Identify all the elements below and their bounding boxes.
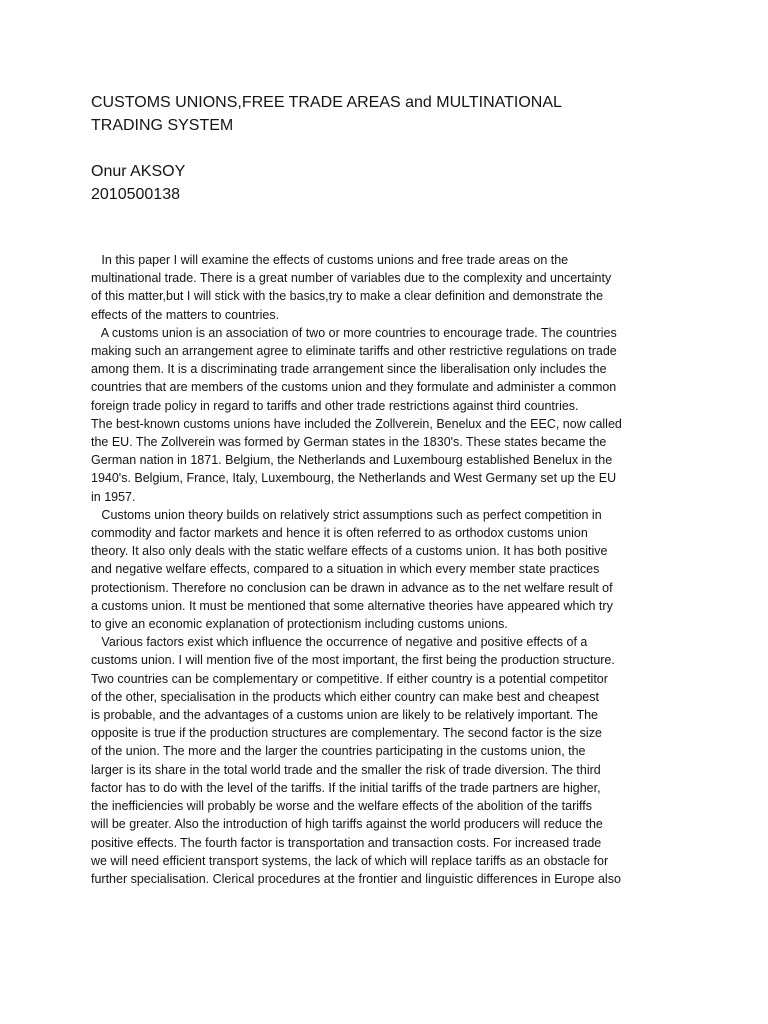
- body-text-line: A customs union is an association of two or more countries to encourage trade. The countries: [91, 325, 617, 340]
- body-text-line: of the other, specialisation in the products which either country can make best and cheapest: [91, 689, 599, 704]
- body-text-line: will be greater. Also the introduction of high tariffs against the world producers will reduce the: [91, 817, 603, 832]
- body-text-line: positive effects. The fourth factor is transportation and transaction costs. For increased trade: [91, 835, 602, 850]
- body-text-line: factor has to do with the level of the tariffs. If the initial tariffs of the trade partners are higher,: [91, 780, 601, 795]
- body-text-line: In this paper I will examine the effects of customs unions and free trade areas on the: [91, 253, 569, 267]
- body-text-line: of the union. The more and the larger the countries participating in the customs union, the: [91, 744, 586, 759]
- body-text-line: multinational trade. There is a great number of variables due to the complexity and uncertainty: [91, 271, 612, 286]
- document-body: [91, 251, 691, 888]
- body-text-line: commodity and factor markets and hence it is often referred to as orthodox customs union: [91, 526, 588, 541]
- body-text-line: protectionism. Therefore no conclusion can be drawn in advance as to the net welfare result of: [91, 580, 613, 595]
- student-number: 2010500138: [91, 186, 180, 203]
- document-title: [91, 91, 691, 137]
- body-text-line: countries that are members of the customs union and they formulate and administer a common: [91, 380, 617, 395]
- body-text-line: theory. It also only deals with the static welfare effects of a customs union. It has both positive: [91, 544, 608, 559]
- body-text-line: the inefficiencies will probably be worse and the welfare effects of the abolition of the tariffs: [91, 799, 592, 814]
- body-text-line: the EU. The Zollverein was formed by German states in the 1830's. These states became the: [91, 435, 607, 450]
- body-text-line: The best-known customs unions have included the Zollverein, Benelux and the EEC, now called: [91, 416, 622, 431]
- body-text-line: of this matter,but I will stick with the basics,try to make a clear definition and demonstrate the: [91, 289, 604, 304]
- body-text-line: foreign trade policy in regard to tariffs and other trade restrictions against third countries.: [91, 398, 579, 413]
- body-text-line: opposite is true if the production structures are complementary. The second factor is the size: [91, 726, 602, 741]
- body-text-line: customs union. I will mention five of the most important, the first being the production structure.: [91, 653, 615, 668]
- body-text-line: to give an economic explanation of protectionism including customs unions.: [91, 617, 508, 632]
- body-text-line: among them. It is a discriminating trade arrangement since the liberalisation only includes the: [91, 362, 607, 377]
- body-text-line: Customs union theory builds on relatively strict assumptions such as perfect competition in: [91, 507, 602, 522]
- body-text-line: further specialisation. Clerical procedures at the frontier and linguistic differences in Europe also: [91, 871, 621, 886]
- body-text-line: 1940's. Belgium, France, Italy, Luxembourg, the Netherlands and West Germany set up the EU: [91, 471, 617, 486]
- body-text-line: a customs union. It must be mentioned that some alternative theories have appeared which try: [91, 598, 613, 613]
- body-text-line: larger is its share in the total world trade and the smaller the risk of trade diversion. The third: [91, 762, 601, 777]
- author-block: [91, 160, 185, 206]
- author-name: Onur AKSOY: [91, 163, 186, 180]
- body-text-line: Various factors exist which influence the occurrence of negative and positive effects of a: [91, 635, 588, 650]
- title-line: CUSTOMS UNIONS,FREE TRADE AREAS and MULTINATIONAL: [91, 94, 562, 111]
- body-text-line: in 1957.: [91, 489, 136, 504]
- body-text-line: is probable, and the advantages of a customs union are likely to be relatively important. The: [91, 708, 599, 723]
- body-text-line: making such an arrangement agree to eliminate tariffs and other restrictive regulations on trade: [91, 344, 617, 359]
- body-text-line: Two countries can be complementary or competitive. If either country is a potential competitor: [91, 671, 608, 686]
- body-text-line: and negative welfare effects, compared to a situation in which every member state practices: [91, 562, 600, 577]
- title-line: TRADING SYSTEM: [91, 117, 234, 134]
- body-text-line: German nation in 1871. Belgium, the Netherlands and Luxembourg established Benelux in the: [91, 453, 613, 468]
- body-text-line: we will need efficient transport systems, the lack of which will replace tariffs as an obstacle for: [91, 853, 609, 868]
- body-text-line: effects of the matters to countries.: [91, 307, 280, 322]
